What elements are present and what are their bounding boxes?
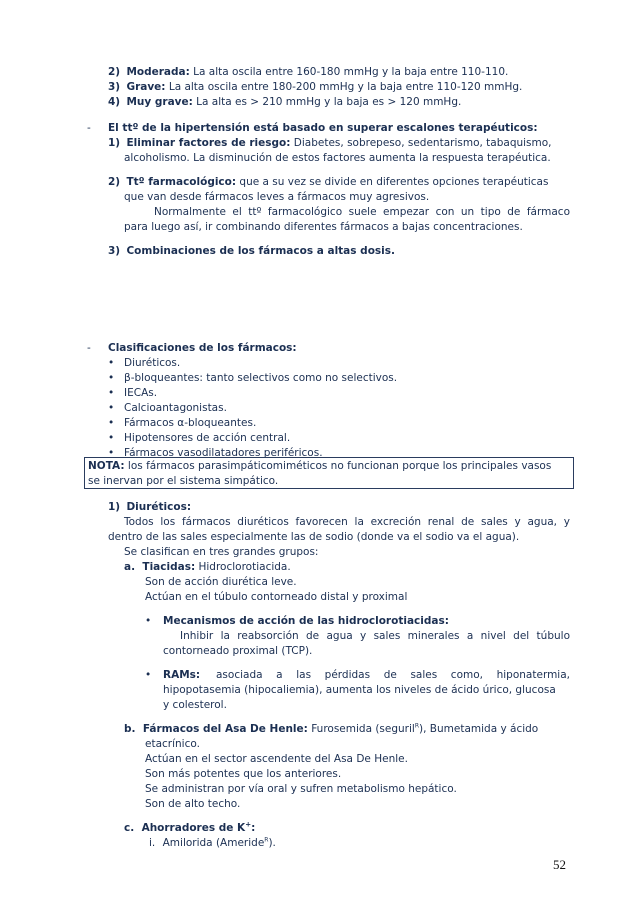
group-letter: b.	[124, 723, 136, 735]
diureticos-paragraph-cont: dentro de las sales especialmente las de sodio (donde va el sodio va el agua).	[108, 531, 520, 543]
group-label: Ahorradores de K	[141, 822, 246, 834]
rams-line-1	[163, 668, 570, 683]
list-item-text: Fármacos vasodilatadores periféricos.	[124, 447, 323, 459]
rams-text-cont: y colesterol.	[163, 699, 227, 711]
diureticos-paragraph: Todos los fármacos diuréticos favorecen la excreción renal de sales y agua, y	[124, 516, 570, 528]
item-label: Eliminar factores de riesgo:	[126, 137, 291, 149]
section-dash: -	[87, 342, 91, 354]
treatment-item-3	[108, 244, 395, 259]
item-text: La alta oscila entre 180-200 mmHg y la baja entre 110-120 mmHg.	[165, 81, 523, 93]
trademark-mark: R	[264, 836, 269, 844]
item-text: La alta es > 210 mmHg y la baja es > 120 mmHg.	[192, 96, 462, 108]
section-dash: -	[87, 122, 91, 134]
item-numeral: i.	[149, 837, 156, 849]
group-text: Furosemida (seguril	[307, 723, 415, 735]
treatment-heading: El ttº de la hipertensión está basado en superar escalones terapéuticos:	[108, 122, 538, 134]
mechanism-text-cont: contorneado proximal (TCP).	[163, 645, 313, 657]
group-a	[124, 560, 291, 575]
group-text: Hidroclorotiacida.	[195, 561, 291, 573]
item-label: Ttº farmacológico:	[126, 176, 237, 188]
diureticos-heading	[108, 500, 191, 515]
treatment-item-2	[108, 175, 548, 190]
group-c	[124, 821, 255, 836]
bullet-icon: •	[108, 447, 115, 459]
item-number: 1)	[108, 137, 121, 149]
bullet-icon: •	[145, 615, 152, 627]
mechanism-heading: Mecanismos de acción de las hidroclorotiacidas:	[163, 615, 449, 627]
list-item	[108, 401, 227, 416]
severity-item-moderada	[108, 65, 508, 80]
list-item	[108, 371, 398, 386]
treatment-item-2-cont: que van desde fármacos leves a fármacos muy agresivos.	[124, 191, 430, 203]
rams-label: RAMs:	[163, 669, 201, 681]
rams-text: asociada a las pérdidas de sales como, hiponatermia,	[216, 669, 570, 681]
superscript: +	[245, 820, 252, 829]
item-number: 3)	[108, 245, 121, 257]
treatment-item-2-cont: para luego así, ir combinando diferentes fármacos a bajas concentraciones.	[124, 221, 523, 233]
bullet-icon: •	[108, 417, 115, 429]
group-label: Tiacidas:	[142, 561, 196, 573]
item-number: 1)	[108, 501, 121, 513]
classification-heading: Clasificaciones de los fármacos:	[108, 342, 297, 354]
list-item-text: Hipotensores de acción central.	[124, 432, 291, 444]
list-item-text: Diuréticos.	[124, 357, 181, 369]
item-label: Moderada:	[126, 66, 190, 78]
group-b-line: Actúan en el sector ascendente del Asa De Henle.	[145, 753, 408, 765]
item-text: que a su vez se divide en diferentes opciones terapéuticas	[236, 176, 549, 188]
note-label: NOTA:	[88, 460, 125, 472]
list-item	[108, 416, 257, 431]
group-b-line: Se administran por vía oral y sufren metabolismo hepático.	[145, 783, 457, 795]
group-a-line: Actúan en el túbulo contorneado distal y proximal	[145, 591, 408, 603]
group-b-line: Son más potentes que los anteriores.	[145, 768, 342, 780]
rams-text-cont: hipopotasemia (hipocaliemia), aumenta los niveles de ácido úrico, glucosa	[163, 684, 556, 696]
list-item-text: Fármacos α-bloqueantes.	[124, 417, 257, 429]
group-label: Fármacos del Asa De Henle:	[142, 723, 308, 735]
diureticos-groups-intro: Se clasifican en tres grandes grupos:	[124, 546, 319, 558]
bullet-icon: •	[145, 669, 152, 681]
item-number: 2)	[108, 66, 121, 78]
trademark-mark: R	[414, 722, 420, 730]
list-item-text: Calcioantagonistas.	[124, 402, 227, 414]
item-number: 4)	[108, 96, 121, 108]
item-number: 3)	[108, 81, 121, 93]
group-b-line: Son de alto techo.	[145, 798, 241, 810]
treatment-item-2-cont: Normalmente el ttº farmacológico suele empezar con un tipo de fármaco	[154, 206, 570, 218]
bullet-icon: •	[108, 357, 115, 369]
bullet-icon: •	[108, 402, 115, 414]
list-item-text: β-bloqueantes: tanto selectivos como no selectivos.	[124, 372, 398, 384]
group-letter: a.	[124, 561, 136, 573]
item-text: Diabetes, sobrepeso, sedentarismo, tabaquismo,	[290, 137, 552, 149]
item-text: ).	[268, 837, 276, 849]
item-label: Grave:	[126, 81, 166, 93]
item-label: Diuréticos:	[126, 501, 192, 513]
item-label: Muy grave:	[126, 96, 193, 108]
treatment-item-1	[108, 136, 552, 151]
treatment-item-1-cont: alcoholismo. La disminución de estos factores aumenta la respuesta terapéutica.	[124, 152, 551, 164]
note-line-1	[88, 459, 551, 474]
severity-item-muy-grave	[108, 95, 461, 110]
list-item	[108, 431, 291, 446]
item-number: 2)	[108, 176, 121, 188]
group-text: ), Bumetamida y ácido	[419, 723, 539, 735]
group-letter: c.	[124, 822, 135, 834]
mechanism-text: Inhibir la reabsorción de agua y sales minerales a nivel del túbulo	[180, 630, 570, 642]
item-text: La alta oscila entre 160-180 mmHg y la baja entre 110-110.	[189, 66, 509, 78]
severity-item-grave	[108, 80, 522, 95]
bullet-icon: •	[108, 372, 115, 384]
bullet-icon: •	[108, 432, 115, 444]
bullet-icon: •	[108, 387, 115, 399]
group-a-line: Son de acción diurética leve.	[145, 576, 297, 588]
list-item-text: IECAs.	[124, 387, 158, 399]
list-item	[108, 356, 181, 371]
note-text: los fármacos parasimpáticomiméticos no funcionan porque los principales vasos	[124, 460, 552, 472]
page-number: 52	[553, 857, 566, 872]
group-b-line: etacrínico.	[145, 738, 200, 750]
list-item	[108, 386, 158, 401]
item-text: Amilorida (Ameride	[162, 837, 265, 849]
group-c-item-i	[149, 836, 276, 851]
group-b	[124, 722, 538, 737]
group-colon: :	[251, 822, 256, 834]
item-label: Combinaciones de los fármacos a altas dosis.	[126, 245, 395, 257]
note-line-2: se inervan por el sistema simpático.	[88, 475, 279, 487]
